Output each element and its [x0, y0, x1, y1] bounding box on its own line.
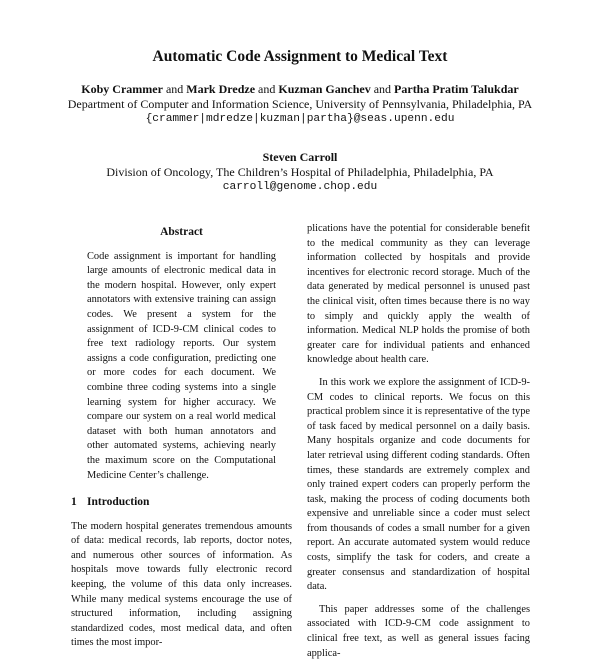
author-name: Steven Carroll: [262, 150, 338, 164]
second-author-block: [0, 150, 600, 195]
author-email: carroll@genome.chop.edu: [222, 181, 378, 193]
author-name: Partha Pratim Talukdar: [394, 82, 519, 96]
author-names: [0, 82, 600, 97]
paragraph: The modern hospital generates tremendous amounts of data: medical records, lab reports, doctor notes, and numerous other sources of information. As hospitals move towards fully electronic record keeping, the volume of this data only increases. While many medical systems encourage the use of structured information, including assigning standardized codes, most medical data, and often times the most impor-: [71, 520, 292, 649]
abstract-heading: Abstract: [160, 226, 203, 238]
author-block: [0, 82, 600, 127]
author-conjunction: and: [165, 82, 184, 96]
author-affiliation: Department of Computer and Information Science, University of Pennsylvania, Philadelphia, PA: [67, 97, 533, 111]
paragraph: In this work we explore the assignment of ICD-9-CM codes to clinical reports. We focus on this practical problem since it is representative of the type of task faced by medical personnel on a daily basis. Many hospitals organize and code documents for later retrieval using different coding standards. Often times, these standards are extremely complex and only trained expert coders can properly perform the task, making the process of coding documents both expensive and unreliable since a coder must select from thousands of codes a small number for a given report. An accurate automated system would reduce costs, simplify the task for coders, and create a greater consensus and standardization of hospital data.: [307, 376, 530, 593]
paper-title: Automatic Code Assignment to Medical Text: [152, 48, 448, 65]
author-conjunction: and: [373, 82, 392, 96]
section-heading: [71, 495, 292, 510]
author-name: Koby Crammer: [81, 82, 163, 96]
author-conjunction: and: [258, 82, 276, 96]
section-number: 1: [71, 496, 77, 509]
author-name: Mark Dredze: [186, 82, 256, 96]
left-column: [71, 223, 292, 651]
right-column: [307, 222, 530, 661]
paragraph: This paper addresses some of the challenges associated with ICD-9-CM code assignment to clinical free text, as well as general issues facing applica-: [307, 603, 530, 659]
abstract-text: Code assignment is important for handling large amounts of electronic medical data in the modern hospital. However, only expert annotators with extensive training can assign codes. We present a system for the assignment of ICD-9-CM clinical codes to free text radiology reports. Our system assigns a code configuration, predicting one or more codes for each document. We combine three coding systems into a single learning system for higher accuracy. We compare our system on a real world medical dataset with both human annotators and other automated systems, achieving nearly the maximum score on the Computational Medicine Center’s challenge.: [87, 250, 276, 481]
section-title: Introduction: [87, 496, 150, 509]
author-name: Kuzman Ganchev: [278, 82, 371, 96]
author-affiliation: Division of Oncology, The Children’s Hospital of Philadelphia, Philadelphia, PA: [106, 165, 494, 179]
paragraph: plications have the potential for considerable benefit to the medical community as they can leverage information collected by hospitals and provide incentives for electronic record storage. Much of the data generated by medical personnel is unused past the clinical visit, often times because there is no way to simply and quickly apply the wealth of information. Medical NLP holds the promise of both greater care for individual patients and enhanced knowledge about health care.: [307, 223, 530, 366]
author-email: {crammer|mdredze|kuzman|partha}@seas.upenn.edu: [145, 113, 455, 125]
